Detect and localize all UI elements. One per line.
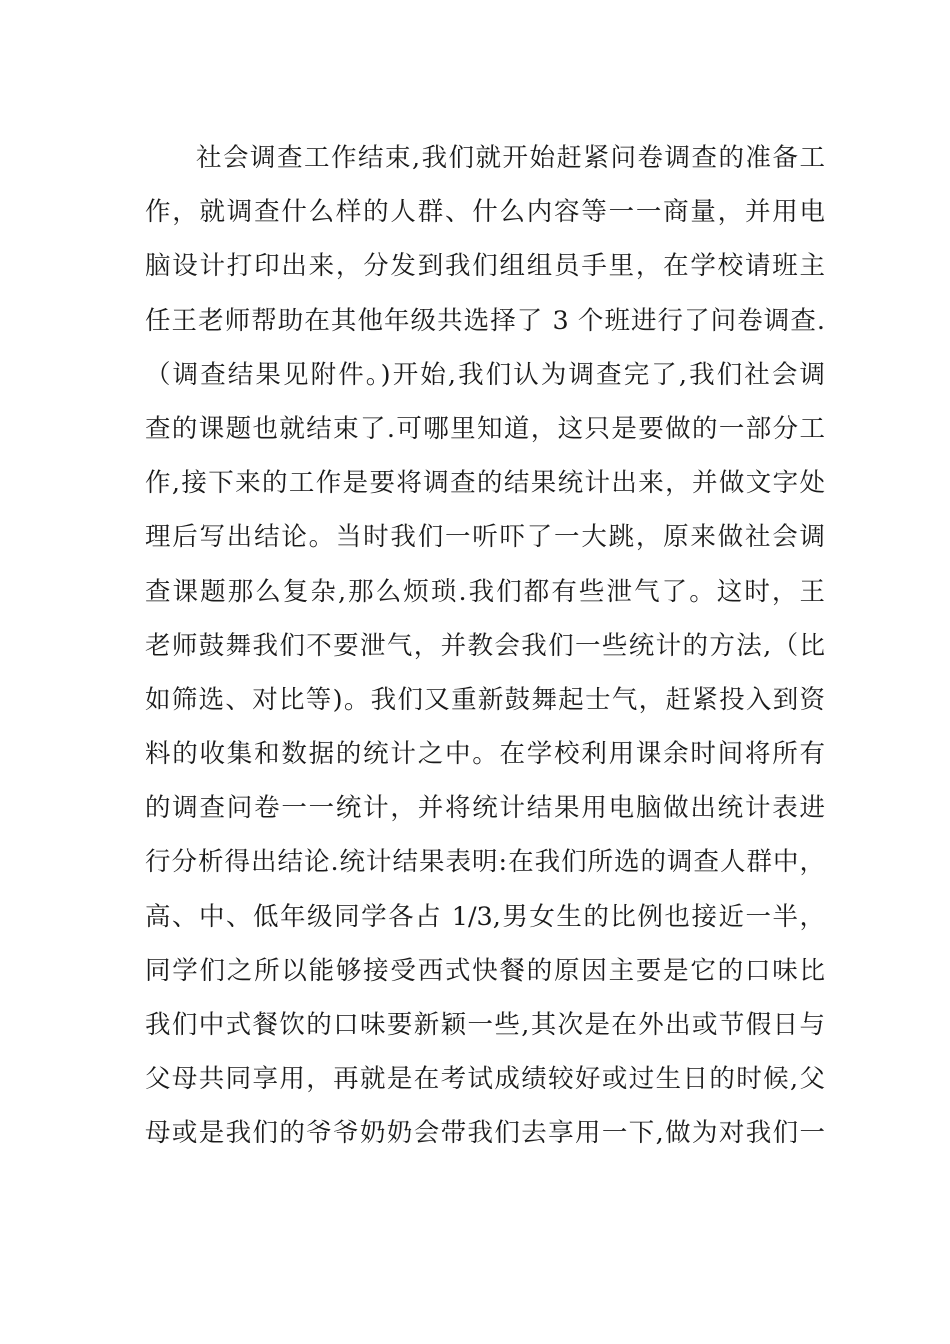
text-line: 理后写出结论。当时我们一听吓了一大跳，原来做社会调	[145, 522, 825, 553]
text-line: 料的收集和数据的统计之中。在学校利用课余时间将所有	[145, 739, 825, 770]
text-line: 母或是我们的爷爷奶奶会带我们去享用一下,做为对我们一	[145, 1118, 825, 1149]
text-line: 社会调查工作结束,我们就开始赶紧问卷调查的准备工	[196, 143, 825, 173]
text-line: 同学们之所以能够接受西式快餐的原因主要是它的口味比	[145, 955, 825, 986]
text-line: 脑设计打印出来，分发到我们组组员手里，在学校请班主	[145, 251, 825, 282]
text-line: （调查结果见附件。)开始,我们认为调查完了,我们社会调	[145, 359, 825, 390]
text-line: 的调查问卷一一统计，并将统计结果用电脑做出统计表进	[145, 793, 825, 824]
text-line: 作,接下来的工作是要将调查的结果统计出来，并做文字处	[145, 468, 825, 499]
text-line: 老师鼓舞我们不要泄气，并教会我们一些统计的方法,（比	[145, 630, 825, 661]
text-line: 任王老师帮助在其他年级共选择了 3 个班进行了问卷调查.	[145, 305, 825, 336]
text-line: 行分析得出结论.统计结果表明:在我们所选的调查人群中，	[145, 847, 825, 878]
body-paragraph	[145, 131, 825, 1161]
text-line: 我们中式餐饮的口味要新颖一些,其次是在外出或节假日与	[145, 1010, 825, 1040]
text-line: 作，就调查什么样的人群、什么内容等一一商量，并用电	[145, 197, 825, 228]
text-line: 查课题那么复杂,那么烦琐.我们都有些泄气了。这时，王	[145, 576, 825, 607]
text-line: 父母共同享用，再就是在考试成绩较好或过生日的时候,父	[145, 1064, 825, 1095]
text-line: 查的课题也就结束了.可哪里知道，这只是要做的一部分工	[145, 413, 825, 444]
text-line: 如筛选、对比等)。我们又重新鼓舞起士气，赶紧投入到资	[145, 684, 825, 715]
text-line: 高、中、低年级同学各占 1/3,男女生的比例也接近一半，	[145, 901, 825, 932]
